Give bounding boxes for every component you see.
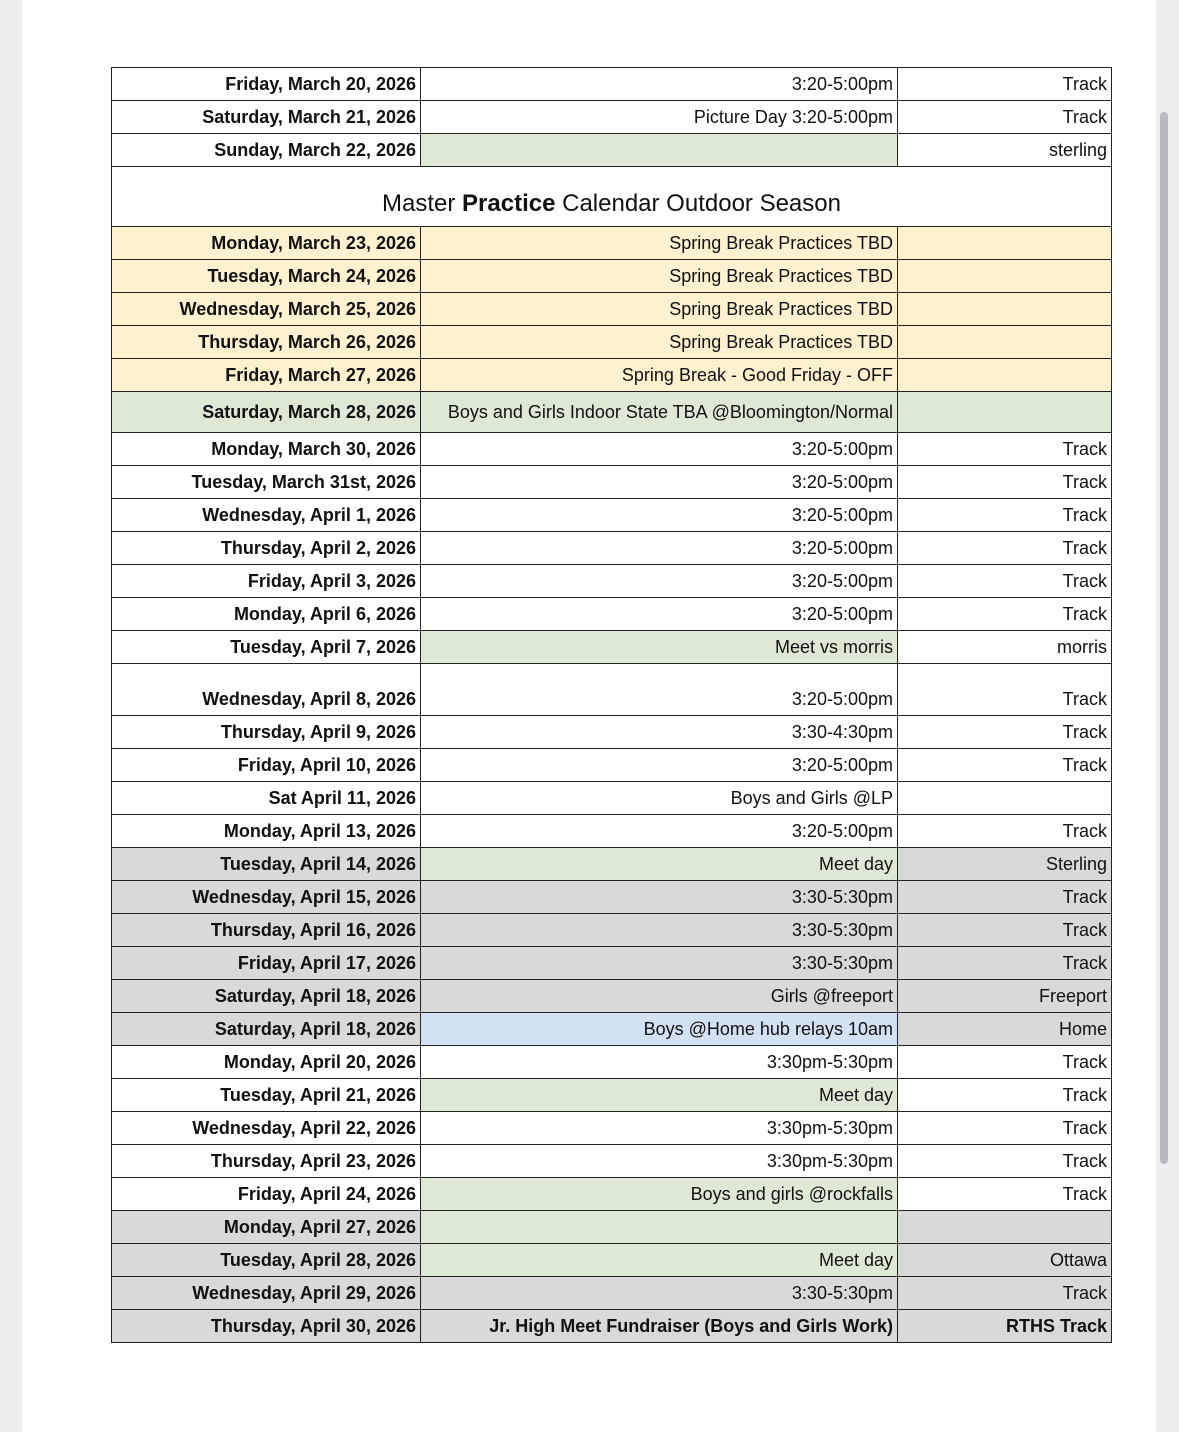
table-row xyxy=(112,499,1112,532)
event-cell: Boys and Girls Indoor State TBA @Bloomington/Normal xyxy=(421,392,898,433)
event-cell xyxy=(421,134,898,167)
date-cell: Friday, April 24, 2026 xyxy=(112,1178,421,1211)
location-cell: Track xyxy=(898,433,1112,466)
table-row xyxy=(112,359,1112,392)
location-cell xyxy=(898,326,1112,359)
location-cell xyxy=(898,227,1112,260)
table-row xyxy=(112,782,1112,815)
date-cell: Monday, April 27, 2026 xyxy=(112,1211,421,1244)
date-cell: Friday, March 27, 2026 xyxy=(112,359,421,392)
date-cell: Thursday, April 2, 2026 xyxy=(112,532,421,565)
event-cell: Meet day xyxy=(421,1244,898,1277)
date-cell: Monday, March 30, 2026 xyxy=(112,433,421,466)
date-cell: Tuesday, April 28, 2026 xyxy=(112,1244,421,1277)
table-row xyxy=(112,101,1112,134)
location-cell: Track xyxy=(898,466,1112,499)
event-cell: 3:20-5:00pm xyxy=(421,466,898,499)
event-cell: Girls @freeport xyxy=(421,980,898,1013)
table-row xyxy=(112,1277,1112,1310)
event-cell: 3:20-5:00pm xyxy=(421,664,898,716)
date-cell: Tuesday, March 31st, 2026 xyxy=(112,466,421,499)
table-row xyxy=(112,716,1112,749)
title-suffix: Calendar Outdoor Season xyxy=(555,190,841,217)
practice-calendar-table xyxy=(111,67,1112,1343)
location-cell: Freeport xyxy=(898,980,1112,1013)
location-cell: Track xyxy=(898,565,1112,598)
location-cell: Track xyxy=(898,68,1112,101)
table-row xyxy=(112,598,1112,631)
table-row xyxy=(112,392,1112,433)
date-cell: Tuesday, April 14, 2026 xyxy=(112,848,421,881)
date-cell: Sunday, March 22, 2026 xyxy=(112,134,421,167)
location-cell: Track xyxy=(898,815,1112,848)
event-cell: 3:30-5:30pm xyxy=(421,947,898,980)
table-row xyxy=(112,749,1112,782)
location-cell: Track xyxy=(898,532,1112,565)
event-cell: Meet vs morris xyxy=(421,631,898,664)
table-row xyxy=(112,1013,1112,1046)
date-cell: Wednesday, March 25, 2026 xyxy=(112,293,421,326)
date-cell: Friday, April 3, 2026 xyxy=(112,565,421,598)
location-cell: Track xyxy=(898,1046,1112,1079)
event-cell: Spring Break - Good Friday - OFF xyxy=(421,359,898,392)
table-row xyxy=(112,980,1112,1013)
location-cell xyxy=(898,782,1112,815)
location-cell xyxy=(898,260,1112,293)
calendar-title-row xyxy=(112,167,1112,227)
table-row xyxy=(112,848,1112,881)
location-cell: morris xyxy=(898,631,1112,664)
table-row xyxy=(112,664,1112,716)
table-row xyxy=(112,433,1112,466)
table-row xyxy=(112,881,1112,914)
date-cell: Thursday, April 16, 2026 xyxy=(112,914,421,947)
date-cell: Monday, April 20, 2026 xyxy=(112,1046,421,1079)
table-row xyxy=(112,1310,1112,1343)
date-cell: Friday, March 20, 2026 xyxy=(112,68,421,101)
location-cell: Track xyxy=(898,1145,1112,1178)
date-cell: Wednesday, April 8, 2026 xyxy=(112,664,421,716)
location-cell: Sterling xyxy=(898,848,1112,881)
date-cell: Wednesday, April 22, 2026 xyxy=(112,1112,421,1145)
document-page xyxy=(22,0,1156,1432)
table-row xyxy=(112,68,1112,101)
title-prefix: Master xyxy=(382,190,463,217)
event-cell: 3:30-5:30pm xyxy=(421,1277,898,1310)
table-row xyxy=(112,1112,1112,1145)
location-cell xyxy=(898,392,1112,433)
event-cell: 3:20-5:00pm xyxy=(421,433,898,466)
table-row xyxy=(112,631,1112,664)
event-cell: Spring Break Practices TBD xyxy=(421,260,898,293)
location-cell: Track xyxy=(898,598,1112,631)
calendar-title xyxy=(112,167,1112,227)
date-cell: Thursday, April 23, 2026 xyxy=(112,1145,421,1178)
table-row xyxy=(112,1079,1112,1112)
event-cell: Picture Day 3:20-5:00pm xyxy=(421,101,898,134)
event-cell xyxy=(421,1211,898,1244)
location-cell: Track xyxy=(898,716,1112,749)
date-cell: Friday, April 17, 2026 xyxy=(112,947,421,980)
date-cell: Saturday, March 21, 2026 xyxy=(112,101,421,134)
table-row xyxy=(112,1046,1112,1079)
table-row xyxy=(112,1145,1112,1178)
table-row xyxy=(112,532,1112,565)
location-cell: Home xyxy=(898,1013,1112,1046)
title-bold: Practice xyxy=(462,190,556,217)
location-cell: Track xyxy=(898,881,1112,914)
location-cell: Track xyxy=(898,1277,1112,1310)
event-cell: Boys and girls @rockfalls xyxy=(421,1178,898,1211)
location-cell: sterling xyxy=(898,134,1112,167)
date-cell: Wednesday, April 15, 2026 xyxy=(112,881,421,914)
event-cell: Spring Break Practices TBD xyxy=(421,326,898,359)
event-cell: 3:20-5:00pm xyxy=(421,532,898,565)
event-cell: Jr. High Meet Fundraiser (Boys and Girls Work) xyxy=(421,1310,898,1343)
event-cell: 3:30pm-5:30pm xyxy=(421,1112,898,1145)
date-cell: Monday, March 23, 2026 xyxy=(112,227,421,260)
table-row xyxy=(112,293,1112,326)
location-cell xyxy=(898,359,1112,392)
event-cell: 3:30pm-5:30pm xyxy=(421,1046,898,1079)
event-cell: 3:20-5:00pm xyxy=(421,565,898,598)
location-cell: Track xyxy=(898,101,1112,134)
location-cell: Ottawa xyxy=(898,1244,1112,1277)
table-row xyxy=(112,466,1112,499)
event-cell: 3:20-5:00pm xyxy=(421,815,898,848)
date-cell: Thursday, April 30, 2026 xyxy=(112,1310,421,1343)
event-cell: 3:20-5:00pm xyxy=(421,598,898,631)
event-cell: Meet day xyxy=(421,848,898,881)
event-cell: Meet day xyxy=(421,1079,898,1112)
event-cell: Spring Break Practices TBD xyxy=(421,227,898,260)
table-row xyxy=(112,815,1112,848)
event-cell: 3:20-5:00pm xyxy=(421,499,898,532)
location-cell: Track xyxy=(898,1112,1112,1145)
event-cell: Spring Break Practices TBD xyxy=(421,293,898,326)
event-cell: 3:30pm-5:30pm xyxy=(421,1145,898,1178)
event-cell: 3:30-5:30pm xyxy=(421,881,898,914)
date-cell: Wednesday, April 1, 2026 xyxy=(112,499,421,532)
date-cell: Monday, April 13, 2026 xyxy=(112,815,421,848)
table-row xyxy=(112,565,1112,598)
date-cell: Saturday, April 18, 2026 xyxy=(112,1013,421,1046)
table-row xyxy=(112,326,1112,359)
location-cell: Track xyxy=(898,664,1112,716)
date-cell: Thursday, April 9, 2026 xyxy=(112,716,421,749)
location-cell: RTHS Track xyxy=(898,1310,1112,1343)
location-cell: Track xyxy=(898,749,1112,782)
date-cell: Sat April 11, 2026 xyxy=(112,782,421,815)
location-cell: Track xyxy=(898,914,1112,947)
location-cell: Track xyxy=(898,1079,1112,1112)
location-cell: Track xyxy=(898,1178,1112,1211)
date-cell: Tuesday, April 21, 2026 xyxy=(112,1079,421,1112)
location-cell xyxy=(898,293,1112,326)
date-cell: Tuesday, April 7, 2026 xyxy=(112,631,421,664)
table-row xyxy=(112,1178,1112,1211)
date-cell: Monday, April 6, 2026 xyxy=(112,598,421,631)
location-cell: Track xyxy=(898,947,1112,980)
date-cell: Saturday, April 18, 2026 xyxy=(112,980,421,1013)
location-cell xyxy=(898,1211,1112,1244)
table-row xyxy=(112,914,1112,947)
table-row xyxy=(112,1244,1112,1277)
event-cell: Boys and Girls @LP xyxy=(421,782,898,815)
event-cell: 3:30-5:30pm xyxy=(421,914,898,947)
table-row xyxy=(112,947,1112,980)
date-cell: Wednesday, April 29, 2026 xyxy=(112,1277,421,1310)
location-cell: Track xyxy=(898,499,1112,532)
table-row xyxy=(112,260,1112,293)
event-cell: 3:30-4:30pm xyxy=(421,716,898,749)
event-cell: Boys @Home hub relays 10am xyxy=(421,1013,898,1046)
date-cell: Tuesday, March 24, 2026 xyxy=(112,260,421,293)
scrollbar[interactable] xyxy=(1160,112,1168,1164)
date-cell: Saturday, March 28, 2026 xyxy=(112,392,421,433)
date-cell: Friday, April 10, 2026 xyxy=(112,749,421,782)
table-row xyxy=(112,1211,1112,1244)
date-cell: Thursday, March 26, 2026 xyxy=(112,326,421,359)
event-cell: 3:20-5:00pm xyxy=(421,749,898,782)
event-cell: 3:20-5:00pm xyxy=(421,68,898,101)
table-row xyxy=(112,227,1112,260)
table-row xyxy=(112,134,1112,167)
